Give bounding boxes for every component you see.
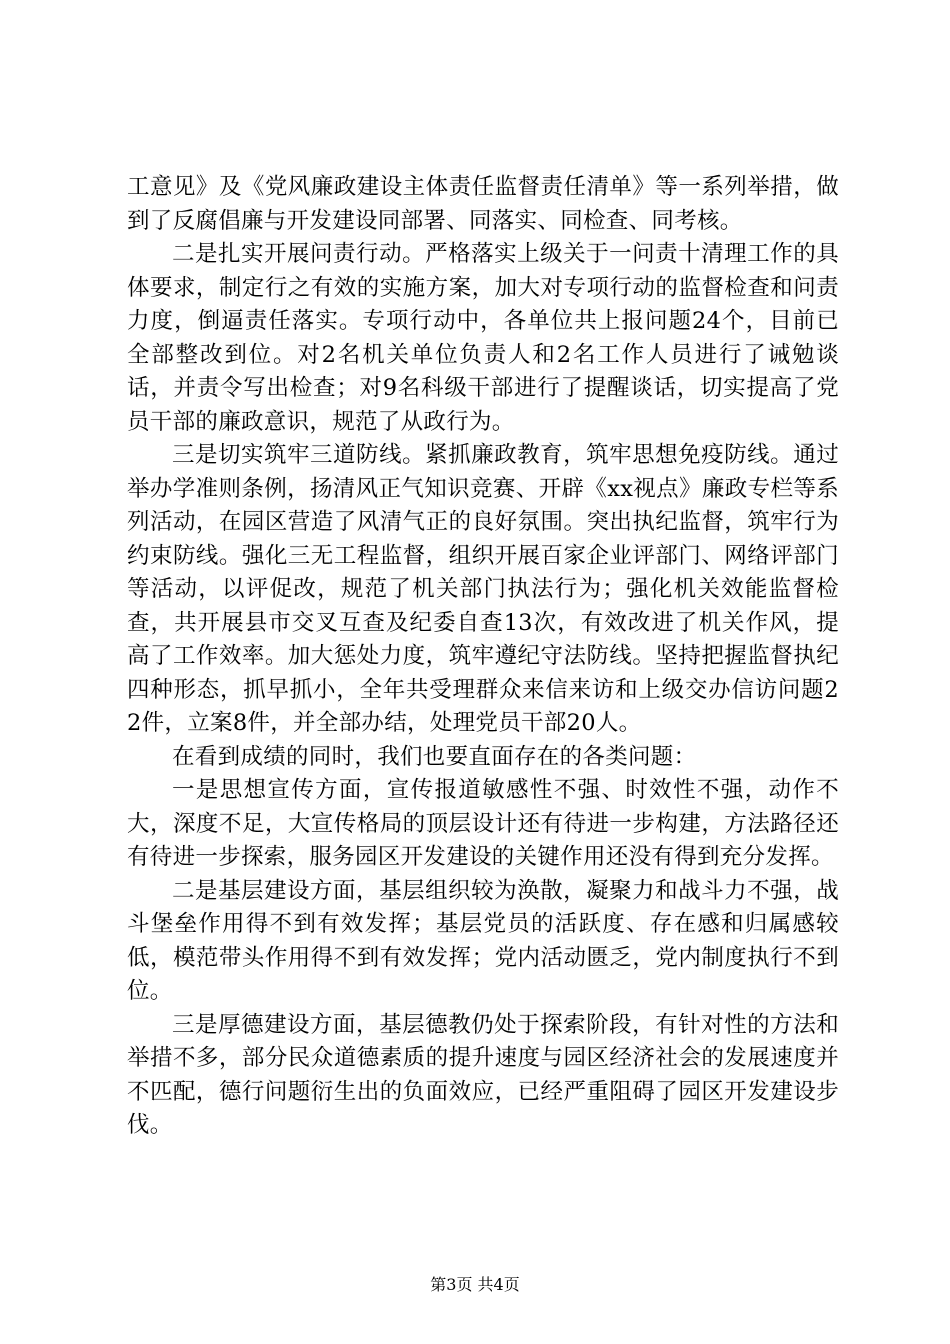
document-body xyxy=(127,171,839,1143)
paragraph-ideology-publicity: 一是思想宣传方面，宣传报道敏感性不强、时效性不强，动作不大，深度不足，大宣传格局的顶层设计还有待进一步构建，方法路径还有待进一步探索，服务园区开发建设的关键作用还没有得到充分发挥。 xyxy=(127,777,839,870)
paragraph-grassroots-building: 二是基层建设方面，基层组织较为涣散，凝聚力和战斗力不强，战斗堡垒作用得不到有效发挥；基层党员的活跃度、存在感和归属感较低，模范带头作用得不到有效发挥；党内活动匮乏，党内制度执行不到位。 xyxy=(127,877,839,1004)
paragraph-problems-intro: 在看到成绩的同时，我们也要直面存在的各类问题： xyxy=(172,743,697,770)
paragraph-accountability: 二是扎实开展问责行动。严格落实上级关于一问责十清理工作的具体要求，制定行之有效的实施方案，加大对专项行动的监督检查和问责力度，倒逼责任落实。专项行动中，各单位共上报问题24个，目前已全部整改到位。对2名机关单位负责人和2名工作人员进行了诫勉谈话，并责令写出检查；对9名科级干部进行了提醒谈话，切实提高了党员干部的廉政意识，规范了从政行为。 xyxy=(127,241,839,435)
paragraph-continuation: 工意见》及《党风廉政建设主体责任监督责任清单》等一系列举措，做到了反腐倡廉与开发建设同部署、同落实、同检查、同考核。 xyxy=(127,174,839,234)
page-number-footer: 第3页 共4页 xyxy=(430,1275,520,1294)
paragraph-three-defenses: 三是切实筑牢三道防线。紧抓廉政教育，筑牢思想免疫防线。通过举办学准则条例，扬清风正气知识竞赛、开辟《xx视点》廉政专栏等系列活动，在园区营造了风清气正的良好氛围。突出执纪监督，筑牢行为约束防线。强化三无工程监督，组织开展百家企业评部门、网络评部门等活动，以评促改，规范了机关部门执法行为；强化机关效能监督检查，共开展县市交叉互查及纪委自查13次，有效改进了机关作风，提高了工作效率。加大惩处力度，筑牢遵纪守法防线。坚持把握监督执纪四种形态，抓早抓小，全年共受理群众来信来访和上级交办信访问题22件，立案8件，并全部办结，处理党员干部20人。 xyxy=(127,442,839,736)
paragraph-moral-building: 三是厚德建设方面，基层德教仍处于探索阶段，有针对性的方法和举措不多，部分民众道德素质的提升速度与园区经济社会的发展速度并不匹配，德行问题衍生出的负面效应，已经严重阻碍了园区开发建设步伐。 xyxy=(127,1011,839,1138)
